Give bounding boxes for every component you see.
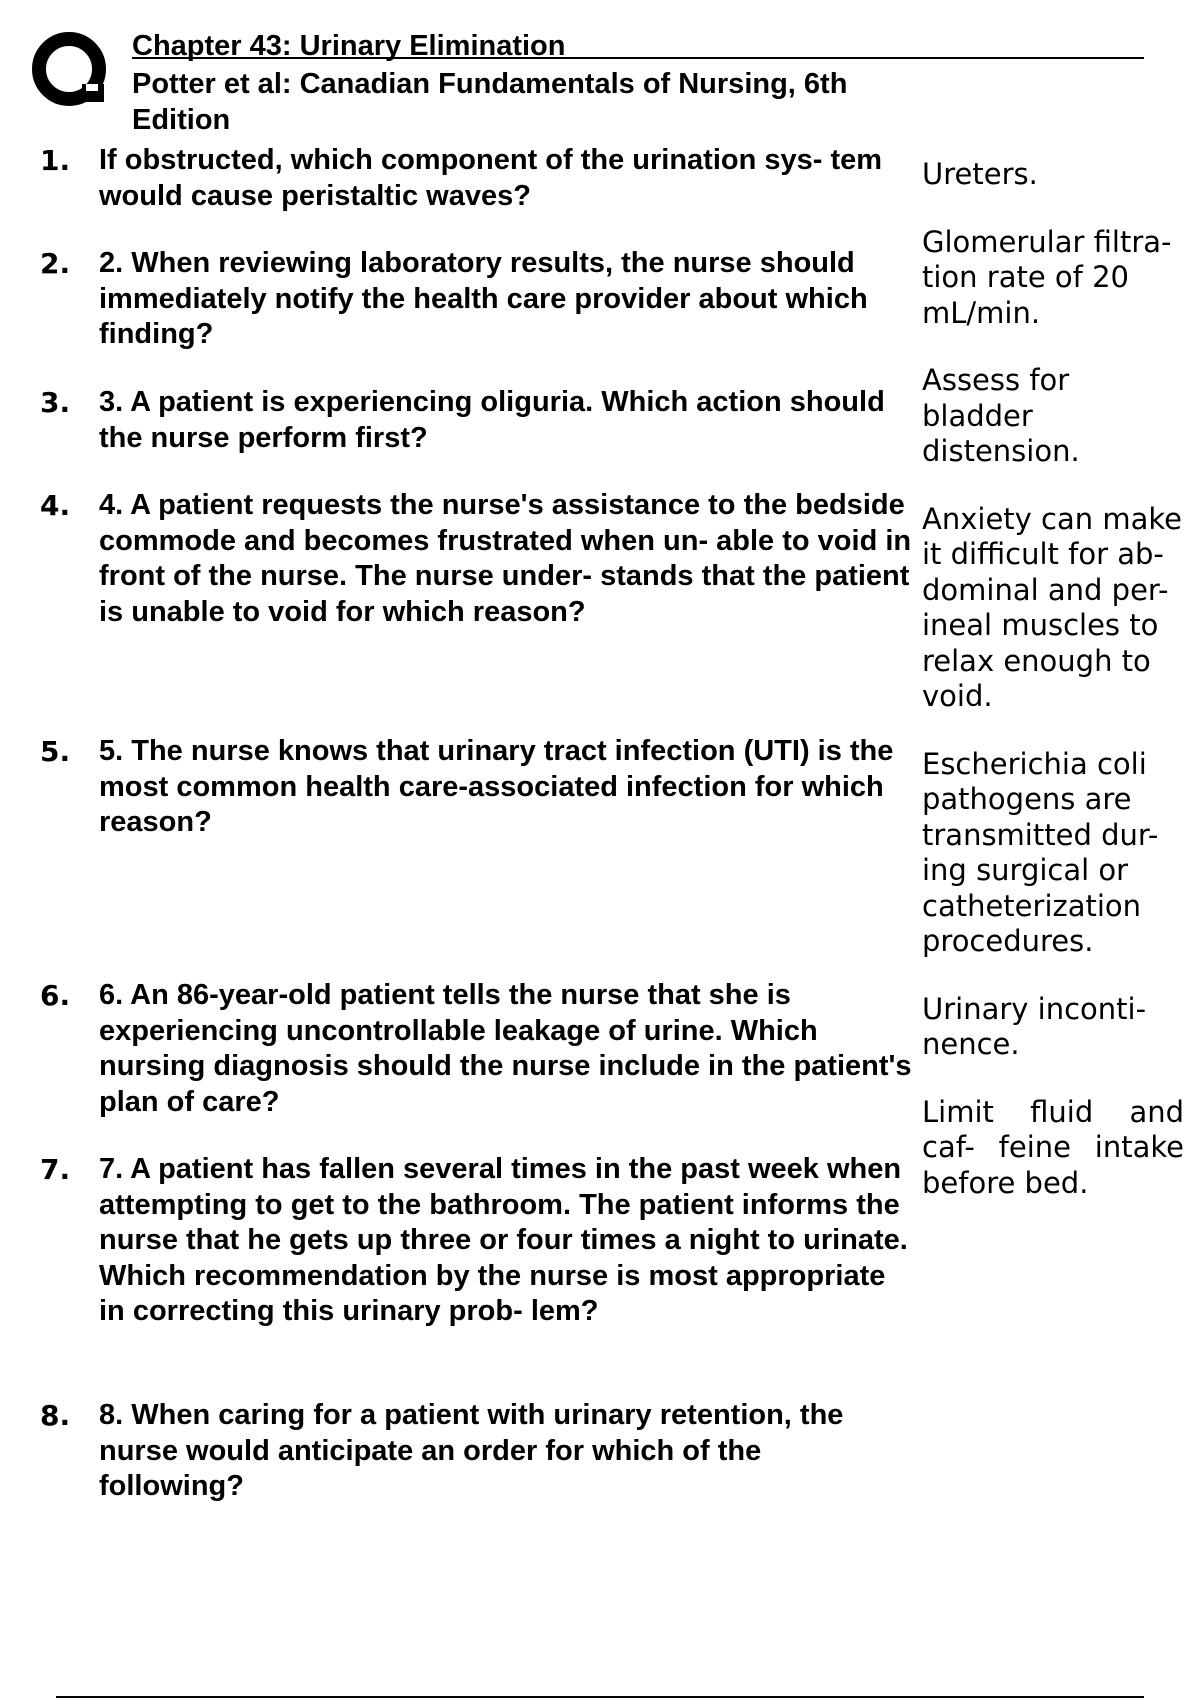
question-text: 2. When reviewing laboratory results, the nurse should immediately notify the health care provider about which finding?: [99, 247, 868, 350]
question-number: 5.: [40, 735, 71, 768]
question-text: 8. When caring for a patient with urinary retention, the nurse would anticipate an order for which of the following?: [99, 1399, 844, 1502]
answer-text: Anxiety can make it difficult for ab- dominal and per- ineal muscles to relax enough to void.: [922, 501, 1182, 713]
answer-text: Assess for bladder distension.: [922, 363, 1080, 468]
quizlet-logo-icon: [30, 30, 112, 112]
question-number: 7.: [40, 1153, 71, 1186]
answer-text: Urinary inconti- nence.: [922, 991, 1147, 1061]
question-number: 1.: [40, 144, 71, 177]
question-number: 8.: [40, 1399, 71, 1432]
question-number: 3.: [40, 386, 71, 419]
answer-text: Ureters.: [922, 157, 1038, 191]
question-text: 4. A patient requests the nurse's assistance to the bedside commode and becomes frustrated when un- able to void in front of the nurse. The nurse under- stands that the patient is unable to void for which reason?: [99, 489, 912, 628]
answer-text: Limit fluid and caf- feine intake before bed.: [922, 1094, 1184, 1200]
answer-text: Escherichia coli pathogens are transmitted dur- ing surgical or catheterization procedures.: [922, 746, 1159, 958]
chapter-title: Chapter 43: Urinary Elimination: [132, 30, 566, 62]
question-text: 7. A patient has fallen several times in the past week when attempting to get to the bathroom. The patient informs the nurse that he gets up three or four times a night to urinate. Which recommendation by the nurse is most appropriate in correcting this urinary prob- lem?: [99, 1153, 908, 1327]
question-text: 6. An 86-year-old patient tells the nurse that she is experiencing uncontrollable leakage of urine. Which nursing diagnosis should the nurse include in the patient's plan of care?: [99, 979, 912, 1118]
question-number: 6.: [40, 979, 71, 1012]
answer-column: [922, 157, 1184, 1233]
question-number: 2.: [40, 247, 71, 280]
question-text: 3. A patient is experiencing oliguria. Which action should the nurse perform first?: [99, 386, 885, 454]
question-text: 5. The nurse knows that urinary tract infection (UTI) is the most common health care-associated infection for which reason?: [99, 735, 894, 838]
question-number: 4.: [40, 489, 71, 522]
footer-rule: [56, 1696, 1144, 1698]
answer-text: Glomerular filtra- tion rate of 20 mL/min.: [922, 224, 1172, 330]
book-title: Potter et al: Canadian Fundamentals of Nursing, 6th Edition: [132, 68, 848, 136]
question-text: If obstructed, which component of the urination sys- tem would cause peristaltic waves?: [99, 144, 883, 212]
